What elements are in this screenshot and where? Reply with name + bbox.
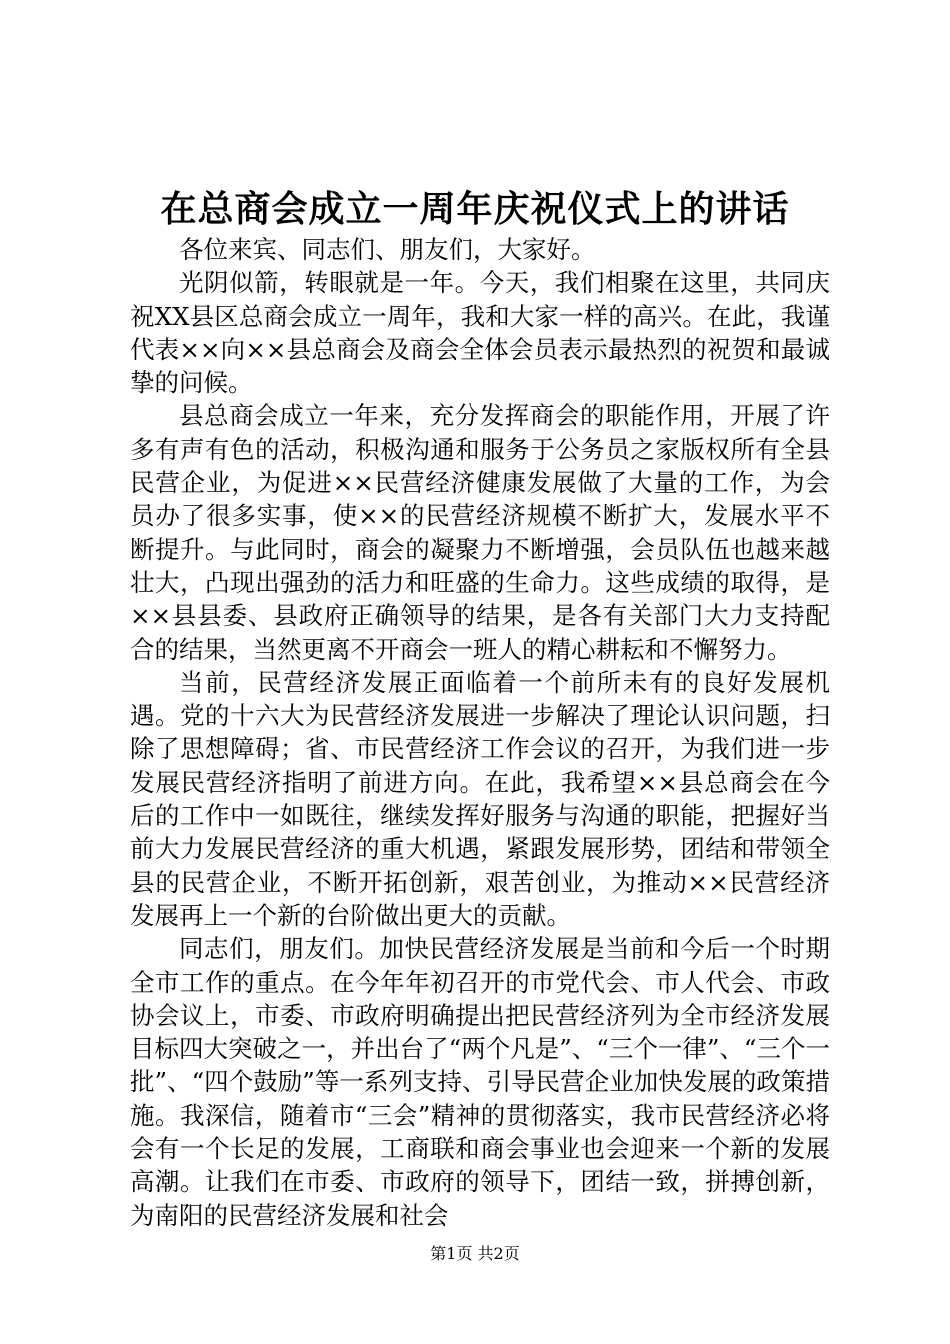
paragraph-2: 县总商会成立一年来，充分发挥商会的职能作用，开展了许多有声有色的活动，积极沟通和服务于公务员之家版权所有全县民营企业，为促进××民营经济健康发展做了大量的工作，为会员办了很多实事，使××的民营经济规模不断扩大，发展水平不断提升。与此同时，商会的凝聚力不断增强，会员队伍也越来越壮大，凸现出强劲的活力和旺盛的生命力。这些成绩的取得，是××县县委、县政府正确领导的结果，是各有关部门大力支持配合的结果，当然更离不开商会一班人的精心耕耘和不懈努力。 bbox=[130, 401, 830, 664]
paragraph-3: 当前，民营经济发展正面临着一个前所未有的良好发展机遇。党的十六大为民营经济发展进一步解决了理论认识问题，扫除了思想障碍；省、市民营经济工作会议的召开，为我们进一步发展民营经济指明了前进方向。在此，我希望××县总商会在今后的工作中一如既往，继续发挥好服务与沟通的职能，把握好当前大力发展民营经济的重大机遇，紧跟发展形势，团结和带领全县的民营企业，不断开拓创新，艰苦创业，为推动××民营经济发展再上一个新的台阶做出更大的贡献。 bbox=[130, 667, 830, 930]
paragraph-4: 同志们，朋友们。加快民营经济发展是当前和今后一个时期全市工作的重点。在今年年初召开的市党代会、市人代会、市政协会议上，市委、市政府明确提出把民营经济列为全市经济发展目标四大突破之一，并出台了“两个凡是”、“三个一律”、“三个一批”、“四个鼓励”等一系列支持、引导民营企业加快发展的政策措施。我深信，随着市“三会”精神的贯彻落实，我市民营经济必将会有一个长足的发展，工商联和商会事业也会迎来一个新的发展高潮。让我们在市委、市政府的领导下，团结一致，拼搏创新，为南阳的民营经济发展和社会 bbox=[130, 934, 830, 1230]
paragraph-greeting: 各位来宾、同志们、朋友们，大家好。 bbox=[179, 235, 596, 264]
paragraph-1: 光阴似箭，转眼就是一年。今天，我们相聚在这里，共同庆祝XX县区总商会成立一周年，我和大家一样的高兴。在此，我谨代表××向××县总商会及商会全体会员表示最热烈的祝贺和最诚挚的问候。 bbox=[130, 268, 830, 398]
page-number-footer: 第1页 共2页 bbox=[430, 1244, 520, 1263]
document-body bbox=[130, 233, 830, 1232]
document-title: 在总商会成立一周年庆祝仪式上的讲话 bbox=[160, 189, 790, 230]
